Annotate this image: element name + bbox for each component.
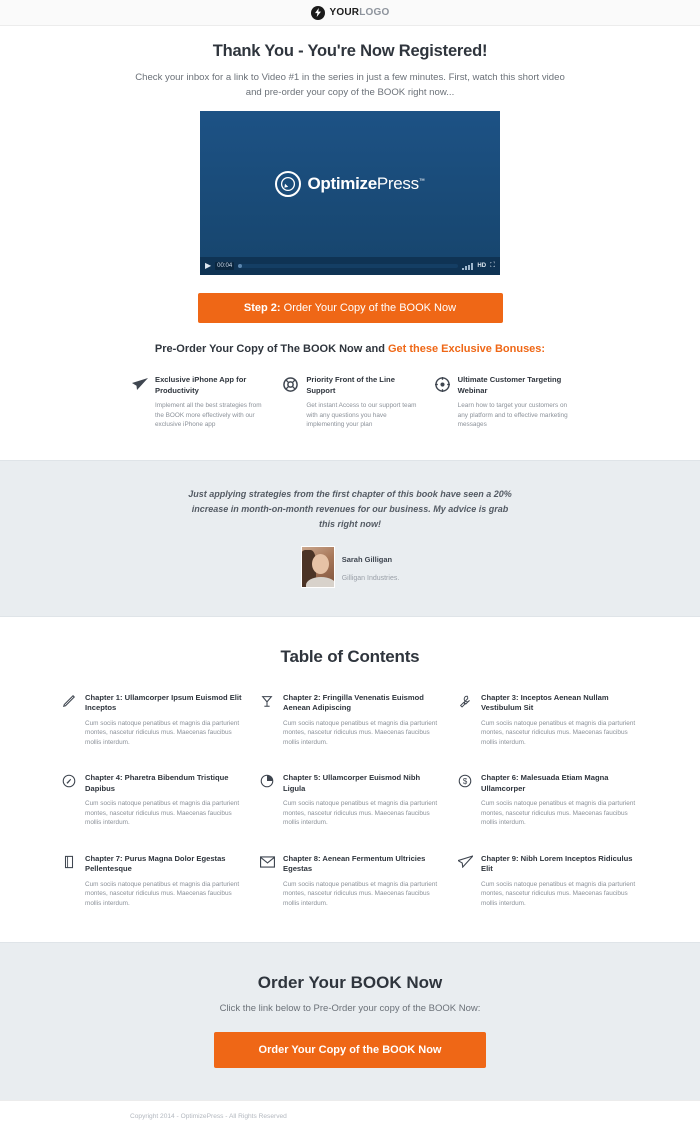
optimizepress-wordmark [307,174,424,194]
bonus-item [435,375,568,430]
toc-title: Table of Contents [280,646,420,666]
chapter-title: Chapter 1: Ullamcorper Ipsum Euismod Elit Inceptos [85,692,242,712]
optimizepress-logo [275,171,424,197]
brand-bold: Optimize [307,174,377,193]
testimonial-quote: Just applying strategies from the first chapter of this book have seen a 20% increase in month-on-month revenues for our business. My advice is grab this right now! [188,488,512,529]
video-controls[interactable] [200,257,500,275]
chapter-title: Chapter 5: Ullamcorper Euismod Nibh Ligula [283,773,421,793]
svg-text:$: $ [462,777,468,787]
chapter-title: Chapter 4: Pharetra Bibendum Tristique Dapibus [85,773,229,793]
logo-text [330,7,390,18]
avatar [301,546,335,588]
lightning-bolt-icon [311,6,325,20]
bonus-title: Ultimate Customer Targeting Webinar [457,375,562,395]
list-item [62,773,242,828]
order-book-button[interactable]: Order Your Copy of the BOOK Now [214,1032,486,1068]
envelope-icon [260,854,276,909]
list-item [260,773,440,828]
order-subtitle: Click the link below to Pre-Order your copy of the BOOK Now: [219,1003,481,1014]
bonus-title: Priority Front of the Line Support [306,375,395,395]
video-player[interactable] [200,111,500,275]
hero-subtitle: Check your inbox for a link to Video #1 in the series in just a few minutes. First, watch this short video and pre-order your copy of the BOOK right now... [135,72,565,98]
list-item [62,854,242,909]
compass-icon [62,773,78,828]
logo[interactable] [311,6,390,20]
bonuses-headline [70,343,630,355]
fullscreen-icon[interactable]: ⛶ [490,262,495,269]
book-icon [62,854,78,909]
list-item [458,773,638,828]
list-item [260,854,440,909]
pencil-icon [62,693,78,748]
logo-primary: YOUR [329,7,360,18]
dollar-icon [458,773,474,828]
chapter-title: Chapter 8: Aenean Fermentum Ultricies Egestas [283,853,426,873]
toc-grid [0,693,700,909]
step-label: Step 2: [243,302,281,314]
step2-cta-ribbon[interactable] [198,293,503,323]
bonuses-headline-plain: Pre-Order Your Copy of The BOOK Now and [154,343,388,355]
chapter-body: Cum sociis natoque penatibus et magnis dia parturient montes, nascetur ridiculus mus. Maecenas faucibus mollis interdum. [85,800,240,826]
optimizepress-badge-icon [275,171,301,197]
logo-secondary: LOGO [359,7,390,18]
pie-chart-icon [260,773,276,828]
chapter-body: Cum sociis natoque penatibus et magnis dia parturient montes, nascetur ridiculus mus. Maecenas faucibus mollis interdum. [283,719,438,746]
video-time: 00:04 [217,263,233,269]
paper-plane-icon [132,375,148,430]
testimonial-section [0,460,700,617]
chapter-body: Cum sociis natoque penatibus et magnis dia parturient montes, nascetur ridiculus mus. Maecenas faucibus mollis interdum. [481,800,636,826]
cocktail-icon [260,693,276,748]
copyright-text: Copyright 2014 - OptimizePress - All Rights Reserved [130,1113,287,1120]
order-title: Order Your BOOK Now [257,973,443,992]
list-item [458,854,638,909]
chapter-title: Chapter 9: Nibh Lorem Inceptos Ridiculus Elit [481,853,633,873]
list-item [62,693,242,748]
volume-icon[interactable] [462,263,473,270]
chapter-title: Chapter 3: Inceptos Aenean Nullam Vestibulum Sit [481,692,609,712]
testimonial-author [0,546,700,588]
table-of-contents-section [0,617,700,943]
bonus-body: Get instant Access to our support team with any questions you have implementing your plan [306,402,417,428]
bonus-body: Learn how to target your customers on any platform and to effective marketing messages [457,402,568,428]
site-footer [0,1100,700,1132]
bonuses-headline-accent: Get these Exclusive Bonuses: [387,343,546,355]
chapter-body: Cum sociis natoque penatibus et magnis dia parturient montes, nascetur ridiculus mus. Maecenas faucibus mollis interdum. [283,800,438,826]
target-icon [435,375,451,430]
list-item [458,693,638,748]
lifebuoy-icon [283,375,299,430]
video-stage[interactable] [200,111,500,257]
bonus-item [132,375,265,430]
bonus-features [70,355,630,460]
hd-toggle[interactable]: HD [477,263,487,269]
chapter-body: Cum sociis natoque penatibus et magnis dia parturient montes, nascetur ridiculus mus. Maecenas faucibus mollis interdum. [481,719,636,746]
plane-icon [458,854,474,909]
testimonial-name: Sarah Gilligan [341,554,393,564]
chapter-title: Chapter 2: Fringilla Venenatis Euismod Aenean Adipiscing [283,692,424,712]
video-progress-scrubber[interactable] [238,264,458,268]
bonus-body: Implement all the best strategies from the BOOK more effectively with our exclusive iPhone app [155,402,262,428]
chapter-body: Cum sociis natoque penatibus et magnis dia parturient montes, nascetur ridiculus mus. Maecenas faucibus mollis interdum. [85,719,240,746]
bonus-item [283,375,416,430]
testimonial-company: Gilligan Industries. [341,574,400,582]
site-header [0,0,700,26]
order-section [0,942,700,1100]
bonus-title: Exclusive iPhone App for Productivity [155,375,247,395]
play-icon[interactable]: ▶ [205,261,212,270]
chapter-title: Chapter 7: Purus Magna Dolor Egestas Pellentesque [85,853,226,873]
chapter-body: Cum sociis natoque penatibus et magnis dia parturient montes, nascetur ridiculus mus. Maecenas faucibus mollis interdum. [283,880,438,907]
page-title: Thank You - You're Now Registered! [212,42,488,60]
brand-tm: ™ [418,178,425,185]
step-rest-label: Order Your Copy of the BOOK Now [280,302,457,314]
brand-light: Press [376,174,419,193]
chapter-body: Cum sociis natoque penatibus et magnis dia parturient montes, nascetur ridiculus mus. Maecenas faucibus mollis interdum. [481,880,636,907]
list-item [260,693,440,748]
wrench-icon [458,693,474,748]
chapter-body: Cum sociis natoque penatibus et magnis dia parturient montes, nascetur ridiculus mus. Maecenas faucibus mollis interdum. [85,880,240,907]
hero-section [0,26,700,460]
chapter-title: Chapter 6: Malesuada Etiam Magna Ullamcorper [481,773,609,793]
